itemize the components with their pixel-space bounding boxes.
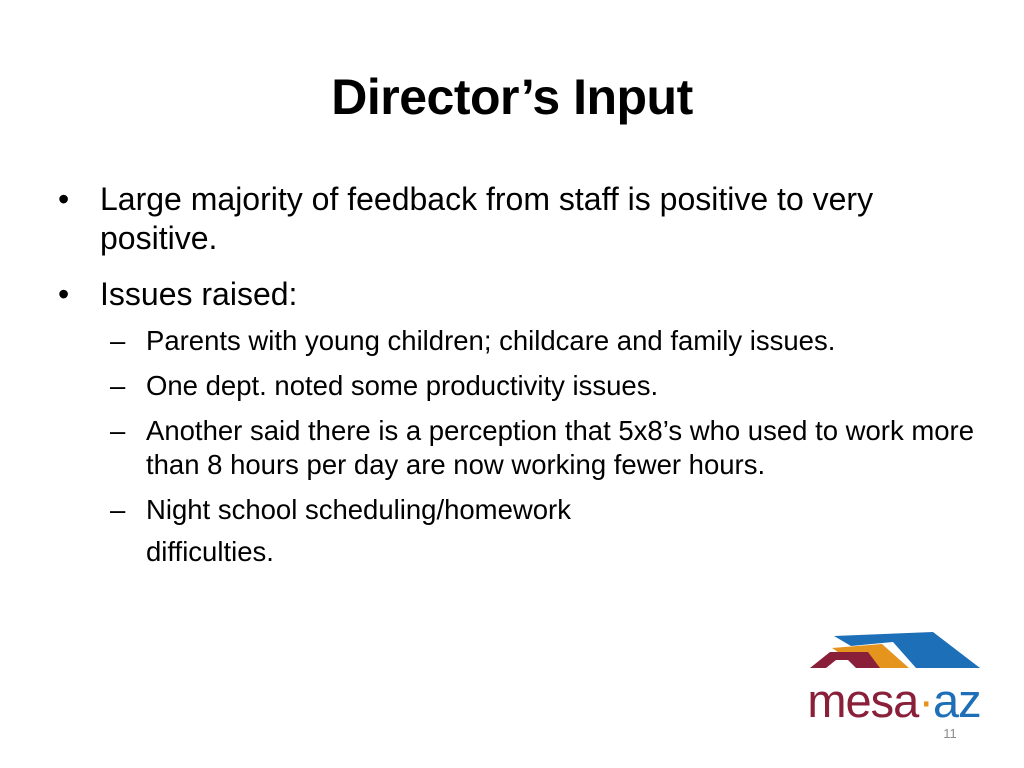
logo-mark-icon [788,618,1000,678]
bullet-item [58,180,978,258]
mesa-az-logo [788,618,1000,728]
sub-bullet-list [100,324,978,569]
bullet-list [58,180,978,586]
dash-marker: – [110,370,126,401]
sub-bullet-continuation: difficulties. [146,536,274,567]
dash-marker: – [110,415,126,446]
sub-bullet-item [100,324,978,358]
logo-word-az: az [932,674,981,727]
sub-bullet-text: Parents with young children; childcare and family issues. [146,325,836,356]
dash-marker: – [110,494,126,525]
logo-word-mesa: mesa [807,674,919,727]
sub-bullet-text: Night school scheduling/homework [146,494,571,525]
sub-bullet-item [100,369,978,403]
bullet-item [58,275,978,569]
sub-bullet-item [100,414,978,482]
bullet-text: Issues raised: [100,276,298,312]
logo-maroon-band [810,652,880,668]
slide-title: Director’s Input [331,69,693,125]
page-number: 11 [943,726,957,741]
logo-wordmark [788,676,1000,726]
sub-bullet-text: One dept. noted some productivity issues. [146,370,659,401]
bullet-text: Large majority of feedback from staff is positive to very positive. [100,181,874,256]
sub-bullet-text: Another said there is a perception that 5x8’s who used to work more than 8 hours per day are now working fewer hours. [146,415,975,480]
bullet-marker: • [58,181,70,217]
logo-separator: · [918,674,933,727]
bullet-marker: • [58,276,70,312]
dash-marker: – [110,325,126,356]
sub-bullet-item [100,493,978,569]
